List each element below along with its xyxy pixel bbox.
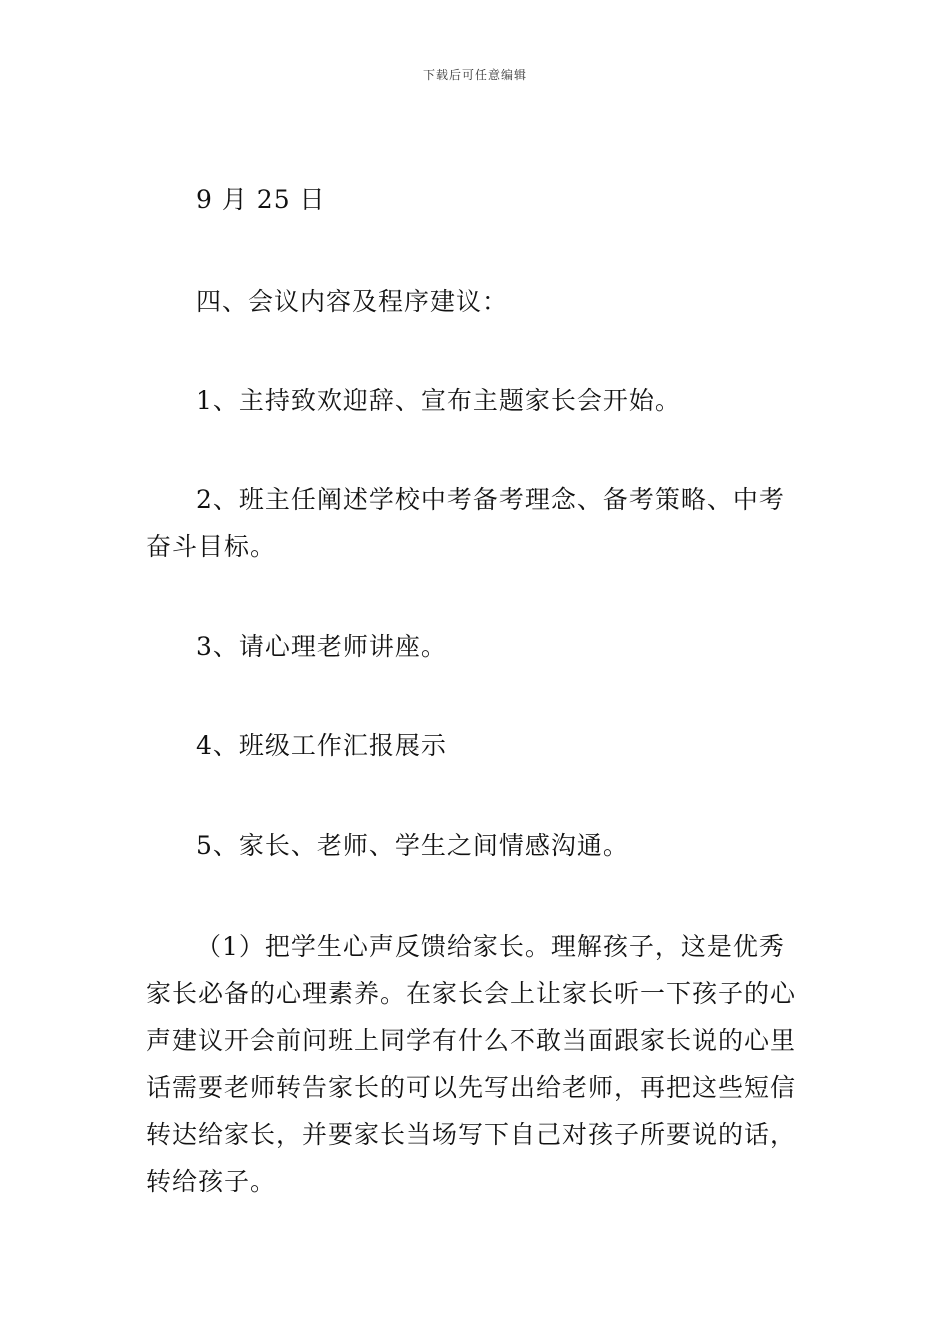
agenda-item-4: 4、班级工作汇报展示 [196, 731, 447, 760]
agenda-item-1: 1、主持致欢迎辞、宣布主题家长会开始。 [196, 386, 681, 415]
agenda-item-5: 5、家长、老师、学生之间情感沟通。 [196, 831, 629, 860]
agenda-item-2: 2、班主任阐述学校中考备考理念、备考策略、中考奋斗目标。 [146, 485, 785, 561]
section-heading: 四、会议内容及程序建议： [196, 287, 509, 316]
agenda-subitem-1: （1）把学生心声反馈给家长。理解孩子，这是优秀家长必备的心理素养。在家长会上让家长听一下孩子的心声建议开会前问班上同学有什么不敢当面跟家长说的心里话需要老师转告家长的可以先写出给老师，再把这些短信转达给家长，并要家长当场写下自己对孩子所要说的话，转给孩子。 [146, 932, 797, 1196]
agenda-item-3: 3、请心理老师讲座。 [196, 632, 447, 661]
page-header-note: 下载后可任意编辑 [422, 68, 527, 82]
date-line: 9 月 25 日 [196, 185, 326, 214]
